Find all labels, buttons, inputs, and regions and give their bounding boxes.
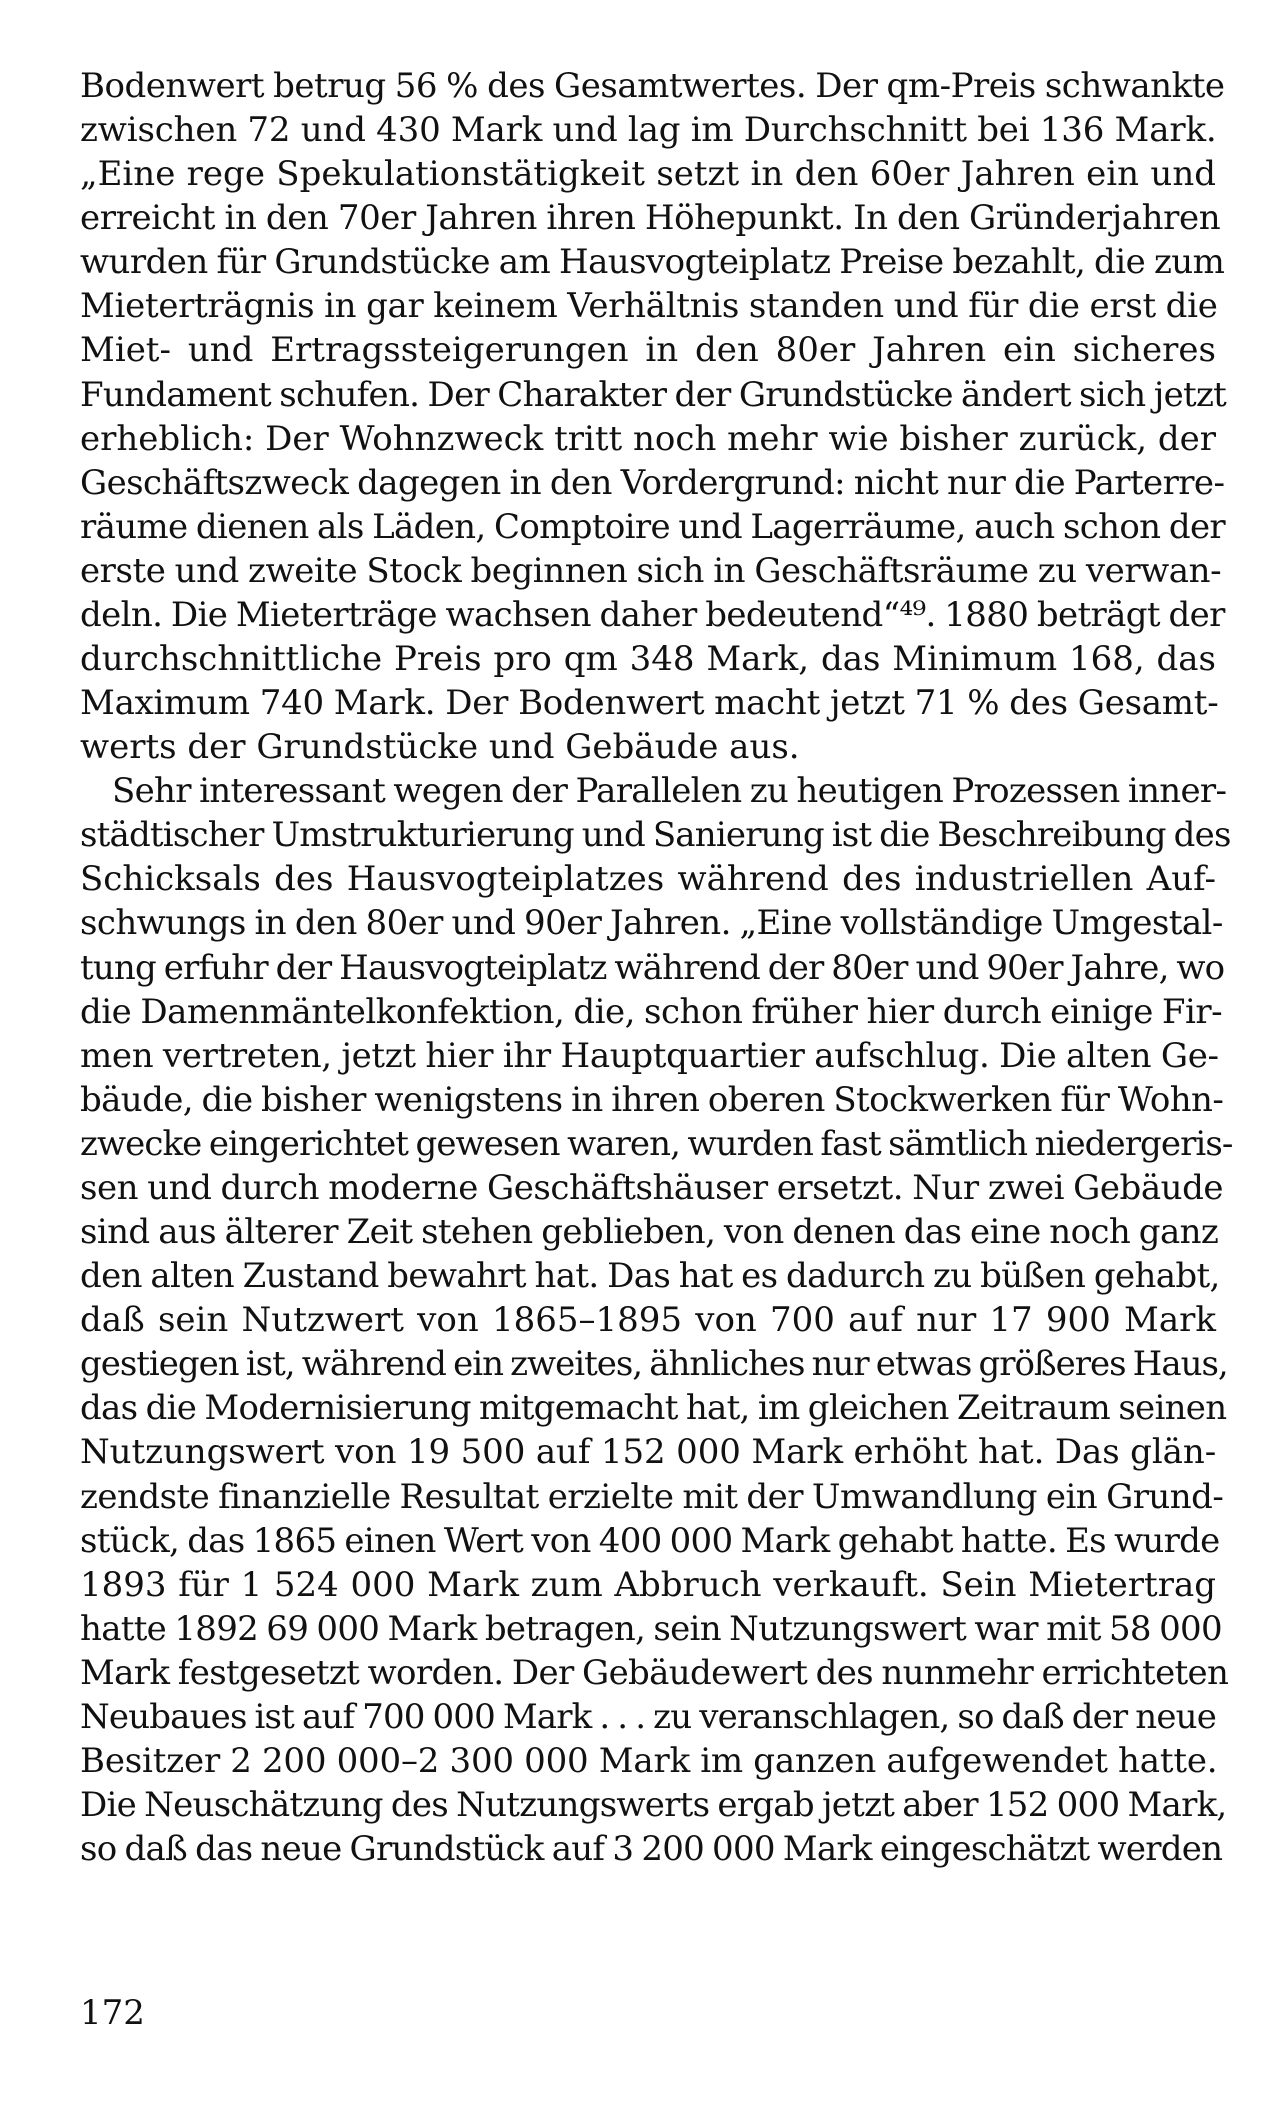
text-line: bäude, die bisher wenigstens in ihren oberen Stockwerken für Wohn- <box>80 1079 1224 1120</box>
text-line: erheblich: Der Wohnzweck tritt noch mehr wie bisher zurück, der <box>80 418 1216 459</box>
page-body <box>80 64 1233 1871</box>
text-line: Neubaues ist auf 700 000 Mark . . . zu veranschlagen, so daß der neue <box>80 1696 1216 1737</box>
text-line: gestiegen ist, während ein zweites, ähnliches nur etwas größeres Haus, <box>80 1344 1228 1385</box>
page-number: 172 <box>80 1993 145 2033</box>
text-line: zwecke eingerichtet gewesen waren, wurden fast sämtlich niedergeris- <box>80 1123 1233 1164</box>
text-line: erste und zweite Stock beginnen sich in Geschäftsräume zu verwan- <box>80 550 1222 591</box>
text-line: „Eine rege Spekulationstätigkeit setzt in den 60er Jahren ein und <box>80 154 1216 195</box>
text-line: erreicht in den 70er Jahren ihren Höhepunkt. In den Gründerjahren <box>80 198 1221 239</box>
text-line: Besitzer 2 200 000–2 300 000 Mark im ganzen aufgewendet hatte. <box>80 1740 1218 1781</box>
text-line: stück, das 1865 einen Wert von 400 000 Mark gehabt hatte. Es wurde <box>80 1520 1220 1561</box>
text-line: Mieterträgnis in gar keinem Verhältnis standen und für die erst die <box>80 286 1218 327</box>
text-line: hatte 1892 69 000 Mark betragen, sein Nutzungswert war mit 58 000 <box>80 1608 1222 1649</box>
text-line: schwungs in den 80er und 90er Jahren. „Eine vollständige Umgestal- <box>80 903 1223 944</box>
text-line: Schicksals des Hausvogteiplatzes während des industriellen Auf- <box>80 859 1216 900</box>
text-line: den alten Zustand bewahrt hat. Das hat es dadurch zu büßen gehabt, <box>80 1256 1220 1297</box>
paragraph-2 <box>80 769 1233 1871</box>
text-line: daß sein Nutzwert von 1865–1895 von 700 auf nur 17 900 Mark <box>80 1300 1216 1341</box>
text-line: Die Neuschätzung des Nutzungswerts ergab jetzt aber 152 000 Mark, <box>80 1785 1227 1826</box>
text-line: werts der Grundstücke und Gebäude aus. <box>80 727 800 768</box>
text-line: so daß das neue Grundstück auf 3 200 000 Mark eingeschätzt werden <box>80 1829 1223 1870</box>
text-line: Fundament schufen. Der Charakter der Grundstücke ändert sich jetzt <box>80 374 1227 415</box>
text-line: zwischen 72 und 430 Mark und lag im Durchschnitt bei 136 Mark. <box>80 110 1217 151</box>
text-line: Bodenwert betrug 56 % des Gesamtwertes. Der qm-Preis schwankte <box>80 66 1225 106</box>
text-line: deln. Die Mieterträge wachsen daher bedeutend“⁴⁹. 1880 beträgt der <box>80 594 1225 635</box>
text-line: städtischer Umstrukturierung und Sanierung ist die Beschreibung des <box>80 815 1231 856</box>
text-line: das die Modernisierung mitgemacht hat, im gleichen Zeitraum seinen <box>80 1388 1227 1429</box>
text-line: sen und durch moderne Geschäftshäuser ersetzt. Nur zwei Gebäude <box>80 1167 1224 1208</box>
paragraph-1 <box>80 64 1227 769</box>
text-line: sind aus älterer Zeit stehen geblieben, von denen das eine noch ganz <box>80 1212 1219 1253</box>
text-line: 1893 für 1 524 000 Mark zum Abbruch verkauft. Sein Mietertrag <box>80 1564 1216 1605</box>
text-line: wurden für Grundstücke am Hausvogteiplatz Preise bezahlt, die zum <box>80 242 1225 283</box>
text-line: durchschnittliche Preis pro qm 348 Mark, das Minimum 168, das <box>80 639 1216 680</box>
text-line: die Damenmäntelkonfektion, die, schon früher hier durch einige Fir- <box>80 991 1223 1032</box>
text-line: Maximum 740 Mark. Der Bodenwert macht jetzt 71 % des Gesamt- <box>80 683 1219 724</box>
text-line: tung erfuhr der Hausvogteiplatz während der 80er und 90er Jahre, wo <box>80 947 1225 988</box>
text-line: Miet- und Ertragssteigerungen in den 80er Jahren ein sicheres <box>80 330 1216 371</box>
text-line: Mark festgesetzt worden. Der Gebäudewert des nunmehr errichteten <box>80 1652 1229 1693</box>
text-line: räume dienen als Läden, Comptoire und Lagerräume, auch schon der <box>80 506 1226 547</box>
text-line: Sehr interessant wegen der Parallelen zu heutigen Prozessen inner- <box>112 771 1227 812</box>
text-line: Geschäftszweck dagegen in den Vordergrund: nicht nur die Parterre- <box>80 462 1225 503</box>
text-line: men vertreten, jetzt hier ihr Hauptquartier aufschlug. Die alten Ge- <box>80 1035 1219 1076</box>
text-line: Nutzungswert von 19 500 auf 152 000 Mark erhöht hat. Das glän- <box>80 1432 1217 1473</box>
text-line: zendste finanzielle Resultat erzielte mit der Umwandlung ein Grund- <box>80 1476 1224 1517</box>
